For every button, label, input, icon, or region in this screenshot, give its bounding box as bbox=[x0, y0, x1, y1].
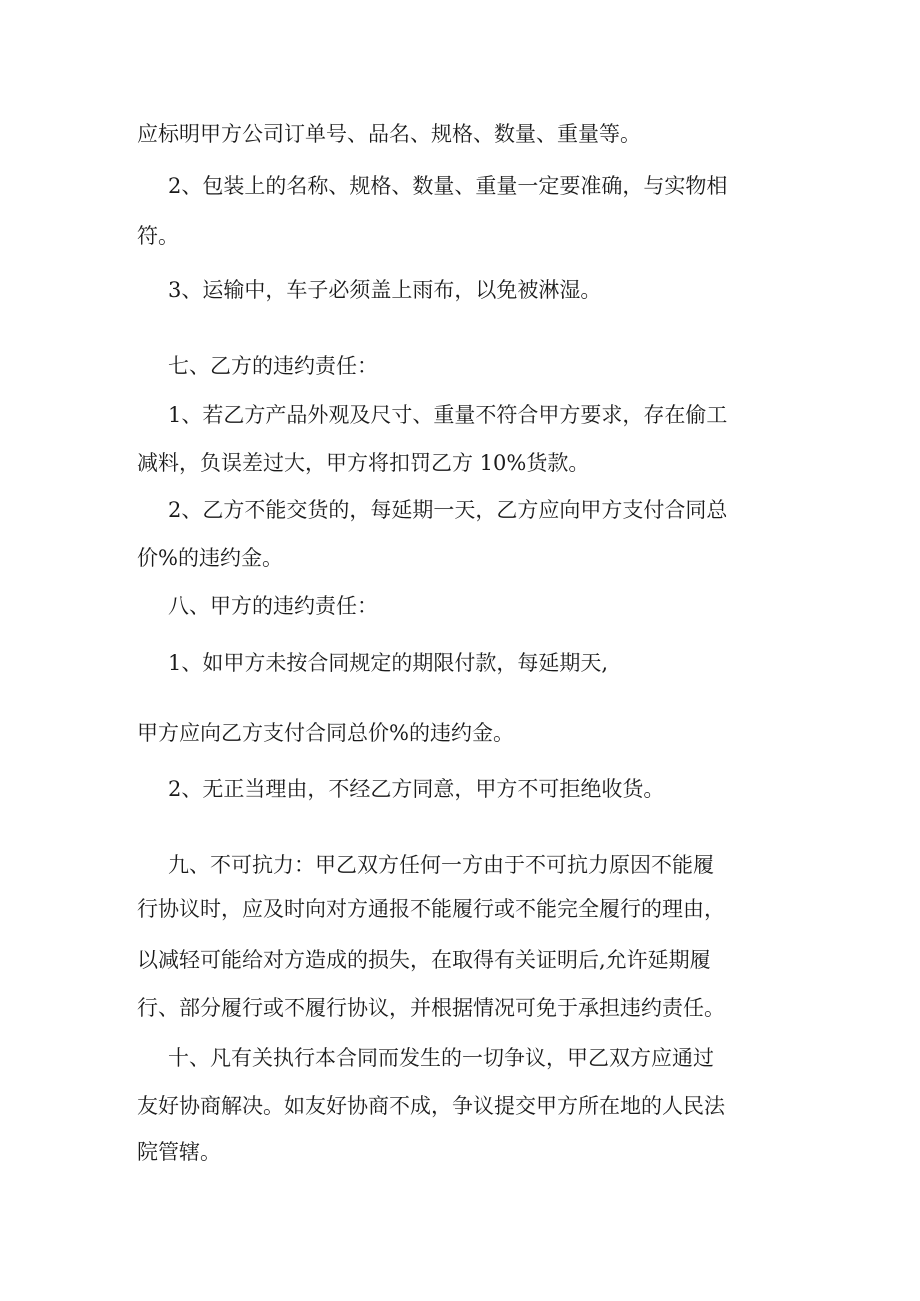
section-heading: 七、乙方的违约责任： bbox=[168, 354, 378, 378]
text-line: 3、运输中，车子必须盖上雨布，以免被淋湿。 bbox=[168, 278, 602, 302]
text-line: 符。 bbox=[137, 224, 179, 248]
text-line: 1、如甲方未按合同规定的期限付款，每延期天, bbox=[168, 651, 609, 675]
text-line: 2、包装上的名称、规格、数量、重量一定要准确，与实物相 bbox=[168, 174, 728, 198]
text-line: 友好协商解决。如友好协商不成，争议提交甲方所在地的人民法 bbox=[137, 1094, 725, 1118]
text-line: 1、若乙方产品外观及尺寸、重量不符合甲方要求，存在偷工 bbox=[168, 403, 728, 427]
text-line: 行、部分履行或不履行协议，并根据情况可免于承担违约责任。 bbox=[137, 996, 725, 1020]
text-line: 应标明甲方公司订单号、品名、规格、数量、重量等。 bbox=[137, 122, 641, 146]
section-heading: 九、不可抗力：甲乙双方任何一方由于不可抗力原因不能履 bbox=[168, 853, 714, 877]
text-line: 行协议时，应及时向对方通报不能履行或不能完全履行的理由， bbox=[137, 897, 725, 921]
text-line: 2、无正当理由，不经乙方同意，甲方不可拒绝收货。 bbox=[168, 777, 665, 801]
text-line: 2、乙方不能交货的，每延期一天，乙方应向甲方支付合同总 bbox=[168, 498, 728, 522]
text-line: 院管辖。 bbox=[137, 1140, 221, 1164]
section-heading: 八、甲方的违约责任： bbox=[168, 594, 378, 618]
section-heading: 十、凡有关执行本合同而发生的一切争议，甲乙双方应通过 bbox=[168, 1046, 714, 1070]
text-line: 甲方应向乙方支付合同总价%的违约金。 bbox=[137, 721, 514, 745]
text-line: 减料，负误差过大，甲方将扣罚乙方 10%货款。 bbox=[137, 451, 590, 475]
text-line: 价%的违约金。 bbox=[137, 546, 283, 570]
text-line: 以减轻可能给对方造成的损失，在取得有关证明后,允许延期履 bbox=[137, 948, 711, 972]
